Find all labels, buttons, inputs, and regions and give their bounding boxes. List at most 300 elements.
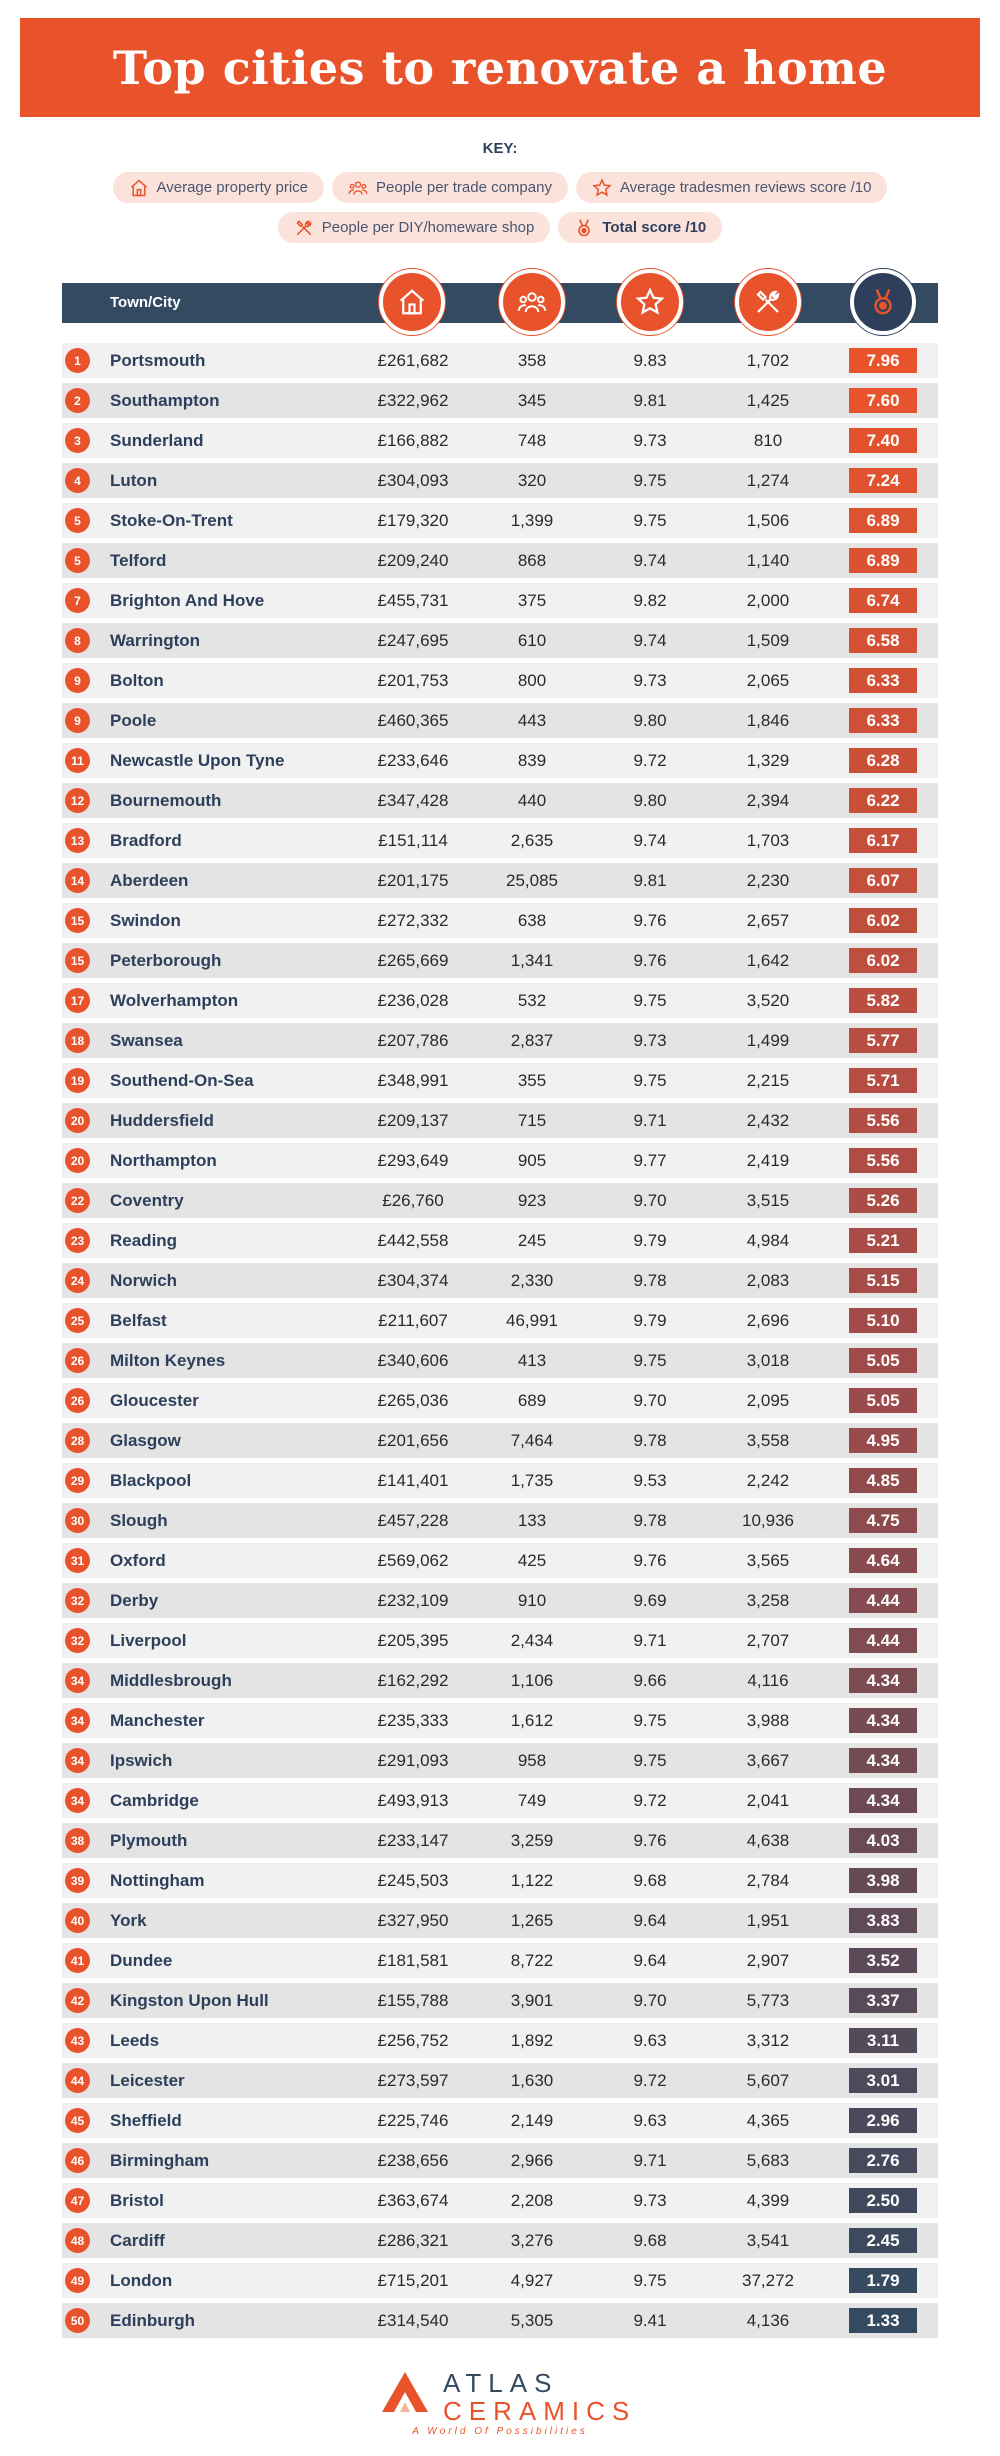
total-score-badge: 5.15 (849, 1268, 917, 1293)
header-property-price (379, 269, 445, 335)
total-score-badge: 2.50 (849, 2188, 917, 2213)
key-item-total-score (558, 212, 722, 243)
review-score-value: 9.83 (633, 351, 667, 370)
people-per-shop-value: 3,520 (746, 991, 790, 1010)
people-per-trade-value: 4,927 (510, 2271, 554, 2290)
people-per-trade-value: 2,837 (510, 1031, 554, 1050)
city-name: Slough (110, 1511, 168, 1530)
key-label: Total score /10 (602, 219, 707, 236)
rank-badge: 12 (65, 788, 90, 813)
city-name: Coventry (110, 1191, 184, 1210)
table-row (62, 1783, 938, 1818)
total-score-badge: 4.44 (849, 1588, 917, 1613)
table-row (62, 583, 938, 618)
tools-icon (294, 218, 314, 238)
people-per-trade-value: 905 (517, 1151, 547, 1170)
people-per-shop-value: 2,784 (746, 1871, 790, 1890)
property-price-value: £211,607 (378, 1311, 448, 1330)
review-score-value: 9.63 (633, 2031, 667, 2050)
review-score-value: 9.71 (633, 2151, 667, 2170)
table-row (62, 1423, 938, 1458)
people-per-shop-value: 3,541 (746, 2231, 790, 2250)
key-label: Average tradesmen reviews score /10 (619, 179, 872, 196)
rank-badge: 1 (65, 348, 90, 373)
total-score-badge: 6.89 (849, 508, 917, 533)
property-price-value: £457,228 (377, 1511, 449, 1530)
people-per-shop-value: 3,667 (746, 1751, 790, 1770)
city-name: Warrington (110, 631, 201, 650)
city-name: Reading (110, 1231, 178, 1250)
table-row (62, 943, 938, 978)
review-score-value: 9.63 (633, 2111, 667, 2130)
people-per-trade-value: 2,330 (510, 1271, 554, 1290)
people-per-trade-value: 1,630 (510, 2071, 554, 2090)
header-town-city: Town/City (110, 294, 181, 311)
key-item-reviews-score (576, 172, 888, 203)
rank-badge: 17 (65, 988, 90, 1013)
key-label: People per DIY/homeware shop (321, 219, 535, 236)
people-per-trade-value: 7,464 (510, 1431, 554, 1450)
rank-badge: 5 (65, 508, 90, 533)
people-per-shop-value: 1,425 (746, 391, 790, 410)
city-name: Newcastle Upon Tyne (110, 751, 285, 770)
table-row (62, 703, 938, 738)
people-icon (348, 178, 368, 198)
rank-badge: 28 (65, 1428, 90, 1453)
people-per-trade-value: 800 (517, 671, 547, 690)
table-row (62, 623, 938, 658)
city-name: Peterborough (110, 951, 222, 970)
property-price-value: £569,062 (377, 1551, 449, 1570)
table-row (62, 503, 938, 538)
rank-badge: 41 (65, 1948, 90, 1973)
total-score-badge: 1.33 (849, 2308, 917, 2333)
people-per-trade-value: 532 (517, 991, 547, 1010)
review-score-value: 9.78 (633, 1271, 667, 1290)
city-name: Blackpool (110, 1471, 192, 1490)
property-price-value: £179,320 (377, 511, 449, 530)
people-per-trade-value: 2,434 (510, 1631, 554, 1650)
people-per-trade-value: 748 (517, 431, 547, 450)
total-score-badge: 4.64 (849, 1548, 917, 1573)
rank-badge: 34 (65, 1748, 90, 1773)
review-score-value: 9.69 (633, 1591, 667, 1610)
total-score-badge: 4.75 (849, 1508, 917, 1533)
people-per-shop-value: 2,041 (746, 1791, 790, 1810)
key-label: Average property price (156, 179, 308, 196)
total-score-badge: 6.02 (849, 908, 917, 933)
total-score-badge: 3.01 (849, 2068, 917, 2093)
table-row (62, 823, 938, 858)
table-row (62, 1343, 938, 1378)
people-icon (517, 287, 547, 317)
total-score-badge: 5.05 (849, 1388, 917, 1413)
people-per-trade-value: 3,901 (510, 1991, 554, 2010)
rank-badge: 23 (65, 1228, 90, 1253)
people-per-trade-value: 910 (517, 1591, 547, 1610)
total-score-badge: 5.56 (849, 1148, 917, 1173)
property-price-value: £265,036 (377, 1391, 449, 1410)
people-per-shop-value: 10,936 (742, 1511, 794, 1530)
review-score-value: 9.64 (633, 1911, 667, 1930)
table-row (62, 1023, 938, 1058)
review-score-value: 9.73 (633, 2191, 667, 2210)
city-name: Poole (110, 711, 157, 730)
header-reviews-score (617, 269, 683, 335)
people-per-shop-value: 2,065 (746, 671, 790, 690)
table-row (62, 1143, 938, 1178)
review-score-value: 9.68 (633, 1871, 667, 1890)
property-price-value: £304,093 (377, 471, 449, 490)
total-score-badge: 2.45 (849, 2228, 917, 2253)
city-name: Cambridge (110, 1791, 199, 1810)
rank-badge: 15 (65, 908, 90, 933)
table-row (62, 383, 938, 418)
people-per-trade-value: 440 (517, 791, 547, 810)
rank-badge: 11 (65, 748, 90, 773)
people-per-trade-value: 1,265 (510, 1911, 554, 1930)
city-name: Luton (110, 471, 158, 490)
review-score-value: 9.75 (633, 511, 667, 530)
property-price-value: £347,428 (377, 791, 449, 810)
property-price-value: £236,028 (377, 991, 449, 1010)
people-per-trade-value: 1,122 (510, 1871, 554, 1890)
property-price-value: £348,991 (377, 1071, 449, 1090)
review-score-value: 9.78 (633, 1511, 667, 1530)
review-score-value: 9.77 (633, 1151, 667, 1170)
table-row (62, 663, 938, 698)
review-score-value: 9.74 (633, 831, 667, 850)
city-name: Nottingham (110, 1871, 205, 1890)
property-price-value: £207,786 (377, 1031, 449, 1050)
total-score-badge: 7.96 (849, 348, 917, 373)
table-row (62, 2143, 938, 2178)
table-row (62, 1063, 938, 1098)
property-price-value: £245,503 (377, 1871, 449, 1890)
city-name: Kingston Upon Hull (110, 1991, 269, 2010)
rank-badge: 25 (65, 1308, 90, 1333)
review-score-value: 9.75 (633, 1751, 667, 1770)
city-name: Gloucester (110, 1391, 199, 1410)
people-per-trade-value: 320 (517, 471, 547, 490)
property-price-value: £340,606 (377, 1351, 449, 1370)
property-price-value: £235,333 (377, 1711, 449, 1730)
people-per-trade-value: 610 (517, 631, 547, 650)
property-price-value: £322,962 (377, 391, 449, 410)
rank-badge: 50 (65, 2308, 90, 2333)
rank-badge: 3 (65, 428, 90, 453)
table-row (62, 1263, 938, 1298)
rank-badge: 18 (65, 1028, 90, 1053)
city-name: Telford (110, 551, 167, 570)
rank-badge: 34 (65, 1668, 90, 1693)
review-score-value: 9.73 (633, 1031, 667, 1050)
header-people-per-shop (735, 269, 801, 335)
rank-badge: 22 (65, 1188, 90, 1213)
city-name: Bolton (110, 671, 164, 690)
rank-badge: 49 (65, 2268, 90, 2293)
property-price-value: £225,746 (377, 2111, 449, 2130)
rank-badge: 7 (65, 588, 90, 613)
table-row (62, 983, 938, 1018)
people-per-trade-value: 1,612 (510, 1711, 554, 1730)
rank-badge: 24 (65, 1268, 90, 1293)
city-name: Leicester (110, 2071, 185, 2090)
property-price-value: £304,374 (377, 1271, 449, 1290)
review-score-value: 9.76 (633, 1831, 667, 1850)
property-price-value: £265,669 (377, 951, 449, 970)
people-per-shop-value: 2,000 (746, 591, 790, 610)
people-per-shop-value: 2,394 (746, 791, 790, 810)
people-per-shop-value: 2,095 (746, 1391, 790, 1410)
total-score-badge: 4.44 (849, 1628, 917, 1653)
people-per-trade-value: 375 (517, 591, 547, 610)
people-per-shop-value: 4,638 (746, 1831, 790, 1850)
property-price-value: £155,788 (377, 1991, 449, 2010)
table-row (62, 1223, 938, 1258)
total-score-badge: 6.33 (849, 708, 917, 733)
people-per-trade-value: 715 (517, 1111, 547, 1130)
total-score-badge: 4.34 (849, 1708, 917, 1733)
property-price-value: £715,201 (377, 2271, 449, 2290)
review-score-value: 9.71 (633, 1631, 667, 1650)
table-row (62, 1503, 938, 1538)
table-row (62, 1103, 938, 1138)
table-row (62, 1823, 938, 1858)
review-score-value: 9.81 (633, 391, 667, 410)
city-name: Cardiff (110, 2231, 165, 2250)
people-per-shop-value: 37,272 (742, 2271, 794, 2290)
table-row (62, 2303, 938, 2338)
property-price-value: £363,674 (377, 2191, 449, 2210)
people-per-shop-value: 4,365 (746, 2111, 790, 2130)
table-row (62, 1983, 938, 2018)
star-icon (592, 178, 612, 198)
rank-badge: 43 (65, 2028, 90, 2053)
people-per-shop-value: 810 (753, 431, 783, 450)
total-score-badge: 5.71 (849, 1068, 917, 1093)
total-score-badge: 3.98 (849, 1868, 917, 1893)
rank-badge: 39 (65, 1868, 90, 1893)
property-price-value: £314,540 (377, 2311, 449, 2330)
table-row (62, 1663, 938, 1698)
city-name: Sheffield (110, 2111, 182, 2130)
table-row (62, 543, 938, 578)
people-per-shop-value: 3,258 (746, 1591, 790, 1610)
property-price-value: £442,558 (377, 1231, 449, 1250)
ranking-table (62, 343, 938, 2343)
property-price-value: £233,147 (377, 1831, 449, 1850)
rank-badge: 2 (65, 388, 90, 413)
property-price-value: £293,649 (377, 1151, 449, 1170)
rank-badge: 44 (65, 2068, 90, 2093)
table-row (62, 2103, 938, 2138)
city-name: Southend-On-Sea (110, 1071, 254, 1090)
property-price-value: £205,395 (377, 1631, 449, 1650)
total-score-badge: 5.56 (849, 1108, 917, 1133)
property-price-value: £493,913 (377, 1791, 449, 1810)
review-score-value: 9.75 (633, 1351, 667, 1370)
property-price-value: £460,365 (377, 711, 449, 730)
total-score-badge: 4.95 (849, 1428, 917, 1453)
people-per-shop-value: 5,607 (746, 2071, 790, 2090)
property-price-value: £181,581 (377, 1951, 449, 1970)
rank-badge: 20 (65, 1148, 90, 1173)
people-per-trade-value: 1,892 (510, 2031, 554, 2050)
property-price-value: £141,401 (377, 1471, 449, 1490)
people-per-trade-value: 443 (517, 711, 547, 730)
people-per-trade-value: 689 (517, 1391, 547, 1410)
people-per-trade-value: 1,735 (510, 1471, 554, 1490)
medal-icon (868, 287, 898, 317)
title-banner (20, 18, 980, 117)
people-per-trade-value: 958 (517, 1751, 547, 1770)
review-score-value: 9.79 (633, 1311, 667, 1330)
property-price-value: £26,760 (382, 1191, 444, 1210)
review-score-value: 9.73 (633, 671, 667, 690)
people-per-shop-value: 1,702 (746, 351, 790, 370)
rank-badge: 47 (65, 2188, 90, 2213)
people-per-shop-value: 1,642 (746, 951, 790, 970)
table-row (62, 2263, 938, 2298)
table-row (62, 2223, 938, 2258)
city-name: Leeds (110, 2031, 160, 2050)
people-per-trade-value: 1,106 (510, 1671, 554, 1690)
people-per-shop-value: 2,707 (746, 1631, 790, 1650)
total-score-badge: 6.02 (849, 948, 917, 973)
property-price-value: £233,646 (377, 751, 449, 770)
rank-badge: 29 (65, 1468, 90, 1493)
people-per-trade-value: 839 (517, 751, 547, 770)
table-row (62, 423, 938, 458)
rank-badge: 26 (65, 1348, 90, 1373)
total-score-badge: 5.77 (849, 1028, 917, 1053)
total-score-badge: 6.17 (849, 828, 917, 853)
people-per-shop-value: 3,312 (746, 2031, 790, 2050)
review-score-value: 9.74 (633, 551, 667, 570)
people-per-shop-value: 2,432 (746, 1111, 790, 1130)
table-row (62, 1183, 938, 1218)
review-score-value: 9.70 (633, 1391, 667, 1410)
property-price-value: £261,682 (377, 351, 449, 370)
total-score-badge: 6.28 (849, 748, 917, 773)
rank-badge: 4 (65, 468, 90, 493)
rank-badge: 8 (65, 628, 90, 653)
total-score-badge: 6.89 (849, 548, 917, 573)
review-score-value: 9.82 (633, 591, 667, 610)
people-per-shop-value: 1,506 (746, 511, 790, 530)
property-price-value: £256,752 (377, 2031, 449, 2050)
header-total-score (850, 269, 916, 335)
rank-badge: 9 (65, 708, 90, 733)
property-price-value: £162,292 (377, 1671, 449, 1690)
table-row (62, 743, 938, 778)
people-per-shop-value: 1,274 (746, 471, 790, 490)
table-row (62, 903, 938, 938)
people-per-shop-value: 4,116 (747, 1671, 789, 1690)
total-score-badge: 4.34 (849, 1788, 917, 1813)
total-score-badge: 3.37 (849, 1988, 917, 2013)
review-score-value: 9.64 (633, 1951, 667, 1970)
review-score-value: 9.75 (633, 2271, 667, 2290)
people-per-shop-value: 2,419 (746, 1151, 790, 1170)
property-price-value: £273,597 (377, 2071, 449, 2090)
total-score-badge: 6.58 (849, 628, 917, 653)
people-per-trade-value: 2,149 (510, 2111, 554, 2130)
people-per-trade-value: 355 (517, 1071, 547, 1090)
review-score-value: 9.70 (633, 1191, 667, 1210)
people-per-shop-value: 4,984 (746, 1231, 790, 1250)
total-score-badge: 5.10 (849, 1308, 917, 1333)
people-per-trade-value: 5,305 (510, 2311, 554, 2330)
city-name: Sunderland (110, 431, 204, 450)
people-per-shop-value: 1,846 (746, 711, 790, 730)
atlas-ceramics-logo (0, 2368, 1000, 2438)
people-per-shop-value: 2,083 (746, 1271, 790, 1290)
total-score-badge: 5.26 (849, 1188, 917, 1213)
city-name: Swansea (110, 1031, 183, 1050)
people-per-trade-value: 133 (517, 1511, 547, 1530)
house-icon (129, 178, 149, 198)
total-score-badge: 2.96 (849, 2108, 917, 2133)
people-per-shop-value: 2,215 (746, 1071, 790, 1090)
review-score-value: 9.41 (633, 2311, 667, 2330)
table-row (62, 1463, 938, 1498)
people-per-shop-value: 3,565 (746, 1551, 790, 1570)
people-per-trade-value: 1,399 (510, 511, 554, 530)
total-score-badge: 1.79 (849, 2268, 917, 2293)
review-score-value: 9.75 (633, 471, 667, 490)
city-name: Middlesbrough (110, 1671, 232, 1690)
table-row (62, 1303, 938, 1338)
people-per-trade-value: 358 (517, 351, 547, 370)
rank-badge: 42 (65, 1988, 90, 2013)
rank-badge: 20 (65, 1108, 90, 1133)
people-per-shop-value: 4,399 (746, 2191, 790, 2210)
city-name: London (110, 2271, 173, 2290)
table-row (62, 1583, 938, 1618)
people-per-trade-value: 923 (517, 1191, 547, 1210)
city-name: Plymouth (110, 1831, 188, 1850)
people-per-trade-value: 8,722 (510, 1951, 554, 1970)
header-people-per-trade (499, 269, 565, 335)
table-row (62, 2183, 938, 2218)
city-name: Huddersfield (110, 1111, 214, 1130)
table-row (62, 1743, 938, 1778)
rank-badge: 45 (65, 2108, 90, 2133)
total-score-badge: 4.03 (849, 1828, 917, 1853)
people-per-trade-value: 425 (517, 1551, 547, 1570)
people-per-shop-value: 2,657 (746, 911, 790, 930)
city-name: Southampton (110, 391, 220, 410)
table-row (62, 863, 938, 898)
people-per-trade-value: 749 (517, 1791, 547, 1810)
people-per-trade-value: 2,966 (510, 2151, 554, 2170)
review-score-value: 9.76 (633, 911, 667, 930)
people-per-shop-value: 3,018 (746, 1351, 790, 1370)
property-price-value: £232,109 (377, 1591, 449, 1610)
table-row (62, 1903, 938, 1938)
total-score-badge: 7.24 (849, 468, 917, 493)
logo-tagline: A World Of Possibilities (412, 2426, 588, 2437)
people-per-shop-value: 1,329 (746, 751, 790, 770)
tools-icon (753, 287, 783, 317)
rank-badge: 14 (65, 868, 90, 893)
people-per-shop-value: 1,703 (746, 831, 790, 850)
key-row-1 (0, 172, 1000, 203)
table-row (62, 2063, 938, 2098)
total-score-badge: 3.11 (849, 2028, 917, 2053)
